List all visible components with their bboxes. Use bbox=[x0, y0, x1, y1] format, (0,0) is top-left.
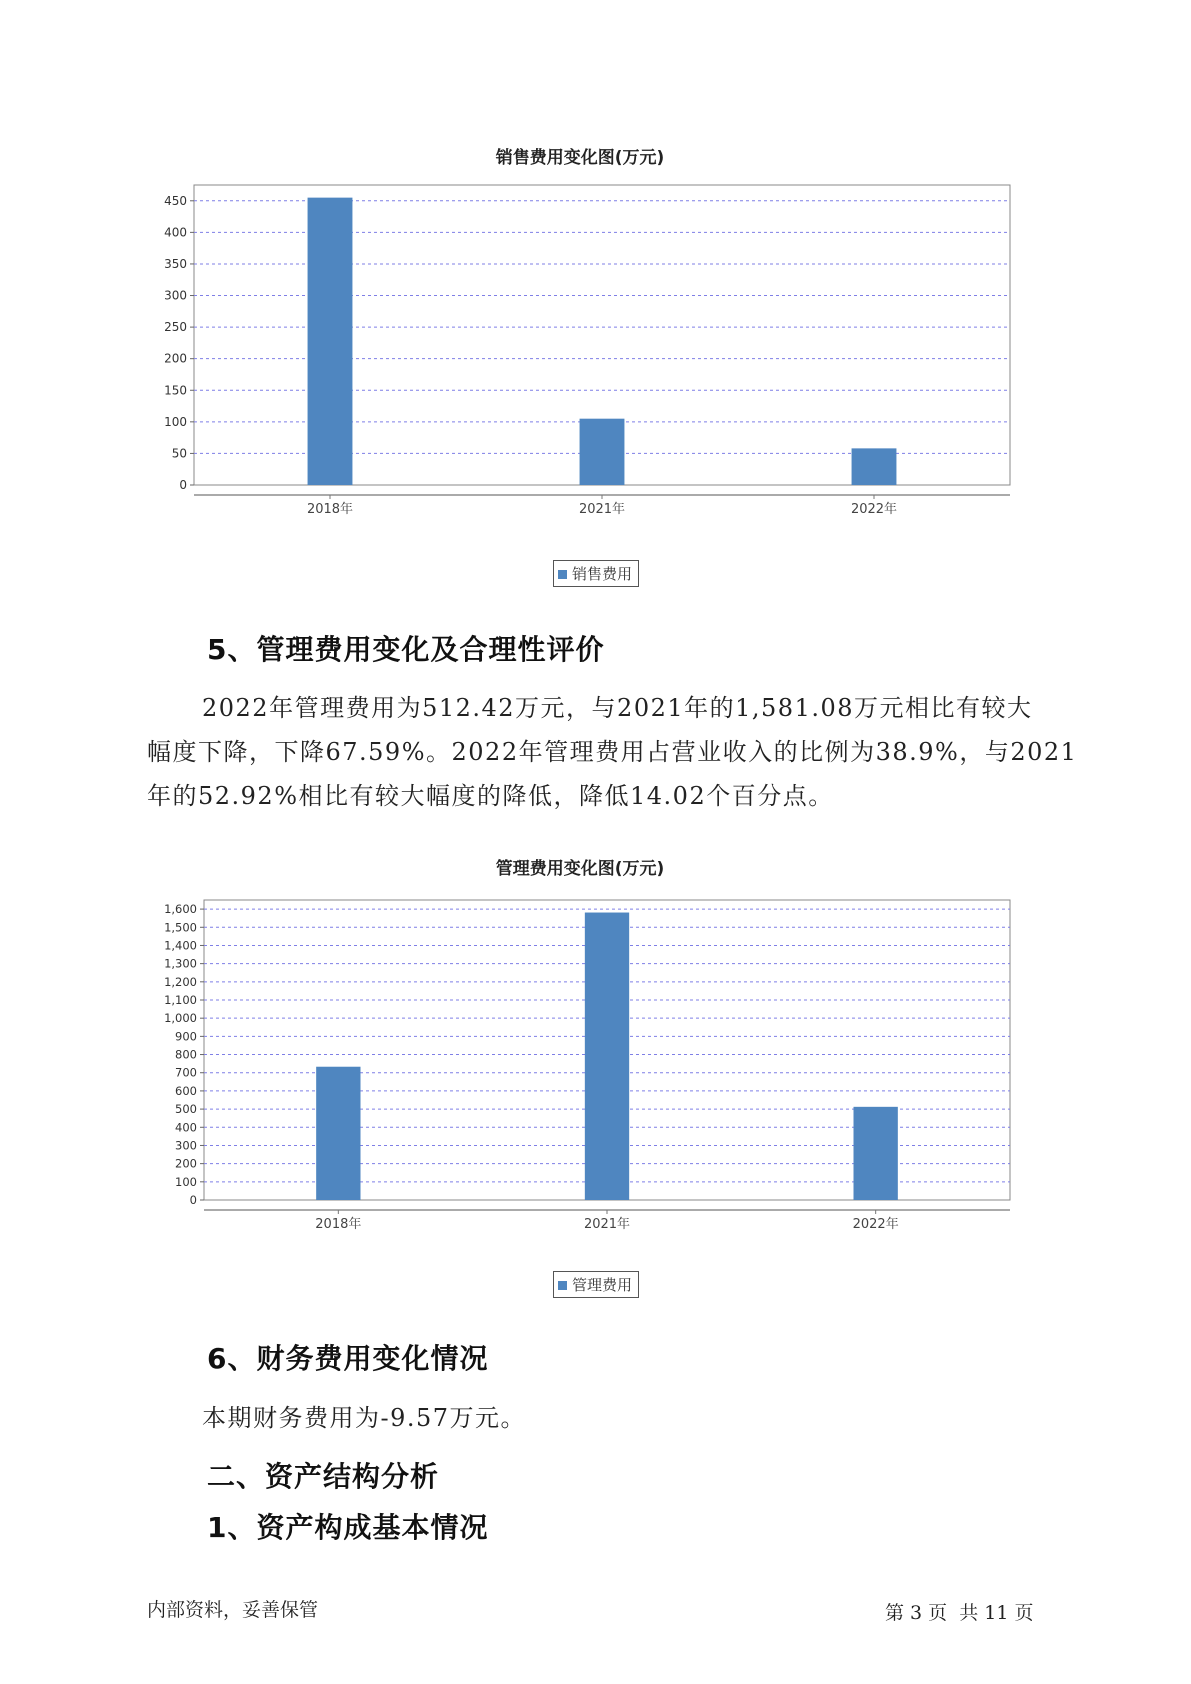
y-tick-label: 900 bbox=[175, 1029, 197, 1044]
bar bbox=[852, 448, 897, 485]
y-tick-label: 0 bbox=[179, 478, 187, 492]
y-tick-label: 200 bbox=[164, 351, 187, 366]
paragraph-line: 幅度下降，下降67.59%。2022年管理费用占营业收入的比例为38.9%，与2021 bbox=[147, 738, 1078, 766]
x-tick-label: 2021年 bbox=[578, 502, 626, 517]
legend-label: 销售费用 bbox=[572, 565, 633, 583]
y-tick-label: 300 bbox=[175, 1138, 197, 1153]
y-tick-label: 400 bbox=[175, 1120, 197, 1135]
y-tick-label: 700 bbox=[175, 1065, 197, 1080]
y-tick-label: 1,100 bbox=[164, 993, 197, 1007]
y-tick-label: 300 bbox=[164, 288, 187, 303]
admin-expense-paragraph bbox=[147, 686, 1087, 818]
y-tick-label: 600 bbox=[175, 1083, 197, 1098]
admin-expense-bar-chart bbox=[150, 880, 1030, 1232]
y-tick-label: 250 bbox=[164, 320, 187, 335]
part-heading-asset-structure: 二、资产结构分析 bbox=[207, 1460, 440, 1493]
bar bbox=[308, 198, 353, 485]
y-tick-label: 0 bbox=[189, 1193, 197, 1207]
chart-legend-sales bbox=[553, 560, 639, 587]
bar bbox=[854, 1107, 898, 1200]
y-tick-label: 800 bbox=[175, 1047, 197, 1062]
y-tick-label: 1,400 bbox=[164, 938, 197, 953]
section-heading-admin-expense: 5、管理费用变化及合理性评价 bbox=[207, 633, 605, 666]
y-tick-label: 100 bbox=[175, 1174, 197, 1189]
x-tick-label: 2021年 bbox=[583, 1217, 631, 1232]
legend-swatch-square-icon bbox=[558, 570, 567, 579]
y-tick-label: 100 bbox=[164, 414, 187, 429]
chart-title-admin-expense: 管理费用变化图(万元) bbox=[495, 859, 665, 879]
y-tick-label: 200 bbox=[175, 1156, 197, 1171]
legend-label: 管理费用 bbox=[572, 1276, 633, 1294]
paragraph-line: 本期财务费用为-9.57万元。 bbox=[202, 1404, 527, 1432]
x-tick-label: 2022年 bbox=[850, 502, 898, 517]
footer-confidential-note: 内部资料，妥善保管 bbox=[147, 1599, 319, 1621]
bar bbox=[580, 419, 625, 485]
section-heading-finance-expense: 6、财务费用变化情况 bbox=[207, 1342, 489, 1375]
y-tick-label: 150 bbox=[164, 383, 187, 398]
y-tick-label: 350 bbox=[164, 256, 187, 271]
section-heading-asset-composition: 1、资产构成基本情况 bbox=[207, 1511, 489, 1544]
y-tick-label: 450 bbox=[164, 193, 187, 208]
x-tick-label: 2018年 bbox=[306, 502, 354, 517]
legend-swatch-square-icon bbox=[558, 1281, 567, 1290]
y-tick-label: 500 bbox=[175, 1102, 197, 1117]
y-tick-label: 1,600 bbox=[164, 902, 197, 917]
y-tick-label: 1,200 bbox=[164, 974, 197, 989]
chart-legend-admin bbox=[553, 1271, 639, 1298]
bar bbox=[585, 913, 629, 1200]
chart-title-sales-expense: 销售费用变化图(万元) bbox=[495, 148, 665, 168]
paragraph-line: 年的52.92%相比有较大幅度的降低，降低14.02个百分点。 bbox=[147, 782, 834, 810]
bar bbox=[316, 1067, 360, 1200]
x-tick-label: 2018年 bbox=[315, 1217, 362, 1232]
y-tick-label: 400 bbox=[164, 225, 187, 240]
y-tick-label: 1,000 bbox=[164, 1011, 197, 1026]
sales-expense-bar-chart bbox=[150, 165, 1030, 517]
finance-expense-paragraph bbox=[202, 1396, 526, 1440]
footer-page-number: 第 3 页 共 11 页 bbox=[885, 1602, 1034, 1624]
paragraph-line: 2022年管理费用为512.42万元，与2021年的1,581.08万元相比有较大 bbox=[202, 694, 1033, 722]
y-tick-label: 1,500 bbox=[164, 920, 197, 935]
x-tick-label: 2022年 bbox=[852, 1217, 899, 1232]
y-tick-label: 50 bbox=[171, 446, 187, 461]
y-tick-label: 1,300 bbox=[164, 956, 197, 971]
